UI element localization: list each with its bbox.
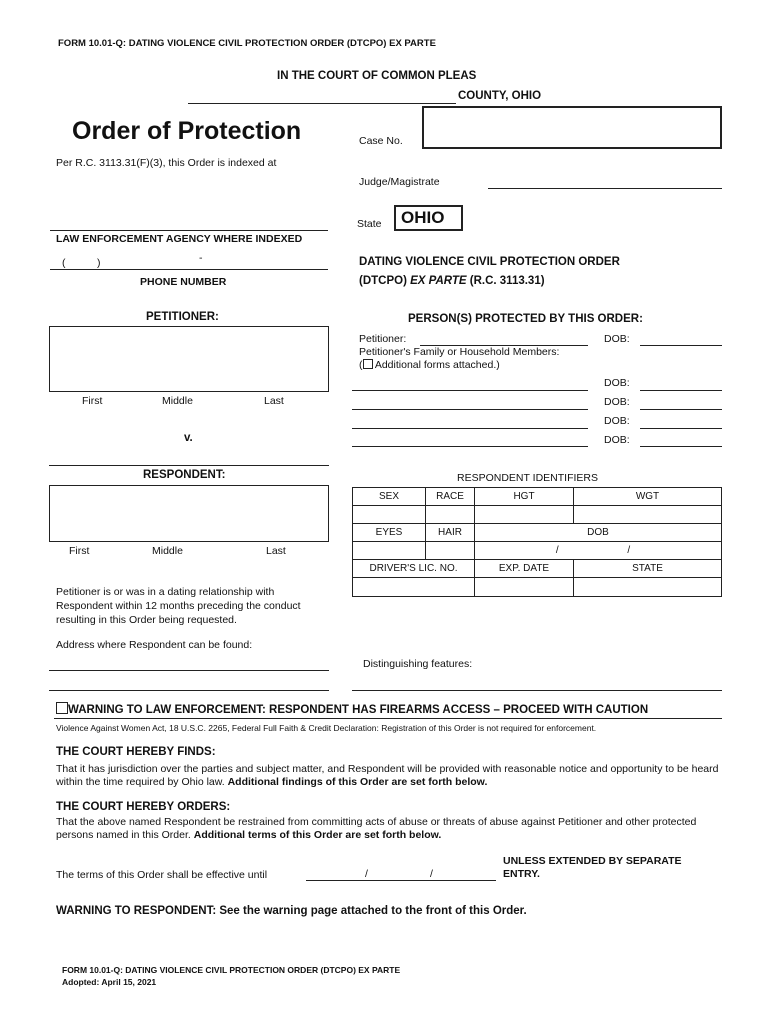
petitioner-first-label: First [82,395,103,407]
state-value: OHIO [401,208,445,227]
phone-dash: - [199,252,203,264]
effective-slash-1: / [365,868,368,880]
state-label: State [357,218,382,230]
judge-field[interactable] [488,188,722,189]
phone-paren-open: ( [62,257,66,269]
finds-bold: Additional findings of this Order are set forth below. [227,776,488,788]
page-title: Order of Protection [72,117,302,145]
member2-dob-field[interactable] [640,409,722,410]
warning-underline [54,718,722,719]
member4-dob-field[interactable] [640,446,722,447]
id-exp-field[interactable] [475,578,574,597]
firearms-warning-checkbox[interactable] [56,702,68,714]
case-number-field[interactable] [422,106,722,149]
respondent-first-label: First [69,545,90,557]
member1-dob-label: DOB: [604,377,630,389]
additional-paren: ( [359,359,363,371]
case-label: Case No. [359,135,403,147]
index-note: Per R.C. 3113.31(F)(3), this Order is indexed at [56,157,277,169]
county-field[interactable] [188,103,456,104]
id-exp-label: EXP. DATE [475,560,574,578]
id-license-label: DRIVER'S LIC. NO. [353,560,475,578]
address-field-2[interactable] [49,690,329,691]
id-hair-label: HAIR [426,524,475,542]
id-state-label: STATE [574,560,722,578]
finds-paragraph [56,763,726,789]
firearms-warning [56,702,648,716]
effective-slash-2: / [430,868,433,880]
orders-paragraph [56,816,726,842]
orders-bold: Additional terms of this Order are set forth below. [193,829,442,841]
member1-dob-field[interactable] [640,390,722,391]
id-dob-field[interactable] [475,542,722,560]
order-title-line2 [359,275,545,287]
finds-heading: THE COURT HEREBY FINDS: [56,746,216,758]
order-title-line1: DATING VIOLENCE CIVIL PROTECTION ORDER [359,256,620,268]
additional-forms-checkbox[interactable] [363,359,373,369]
id-state-field[interactable] [574,578,722,597]
effective-date-field[interactable] [306,880,496,881]
distinguishing-label: Distinguishing features: [363,658,473,670]
form-title: FORM 10.01-Q: DATING VIOLENCE CIVIL PROTECTION ORDER (DTCPO) EX PARTE [58,38,436,49]
firearms-warning-text: WARNING TO LAW ENFORCEMENT: RESPONDENT HAS FIREARMS ACCESS – PROCEED WITH CAUTION [68,704,649,716]
judge-label: Judge/Magistrate [359,176,440,188]
additional-forms-label: Additional forms attached.) [372,359,500,371]
effective-label: The terms of this Order shall be effective until [56,869,268,881]
respondent-heading: RESPONDENT: [143,469,226,481]
id-dob-label: DOB [475,524,722,542]
id-dob-slash-1: / [555,545,559,556]
member1-field[interactable] [352,390,588,391]
petitioner-middle-label: Middle [162,395,193,407]
id-wgt-field[interactable] [574,506,722,524]
protected-petitioner-dob-field[interactable] [640,345,722,346]
protected-heading: PERSON(S) PROTECTED BY THIS ORDER: [408,313,643,325]
respondent-last-label: Last [266,545,286,557]
family-label: Petitioner's Family or Household Members: [359,346,560,358]
id-sex-label: SEX [353,488,426,506]
id-hair-field[interactable] [426,542,475,560]
identifiers-heading: RESPONDENT IDENTIFIERS [457,472,598,484]
orders-heading: THE COURT HEREBY ORDERS: [56,801,231,813]
id-race-label: RACE [426,488,475,506]
identifiers-table [352,487,722,597]
agency-field[interactable] [50,230,328,231]
phone-paren-close: ) [97,257,101,269]
id-license-field[interactable] [353,578,475,597]
court-heading: IN THE COURT OF COMMON PLEAS [277,70,477,82]
id-wgt-label: WGT [574,488,722,506]
phone-label: PHONE NUMBER [140,276,227,288]
member2-field[interactable] [352,409,588,410]
address-label: Address where Respondent can be found: [56,639,253,651]
id-hgt-label: HGT [475,488,574,506]
finds-text: That it has jurisdiction over the parties and subject matter, and Respondent will be provided with reasonable notice and opportunity to be heard within the time required by Ohio law. [56,763,719,788]
member4-dob-label: DOB: [604,434,630,446]
orders-text: That the above named Respondent be restrained from committing acts of abuse or threats of abuse against Petitioner and other protected persons named in this Order. [56,816,697,841]
member3-dob-label: DOB: [604,415,630,427]
member2-dob-label: DOB: [604,396,630,408]
relationship-text: Petitioner is or was in a dating relationship with Respondent within 12 months preceding the conduct resulting in this Order being requested. [56,586,301,626]
address-field-1[interactable] [49,670,329,671]
respondent-middle-label: Middle [152,545,183,557]
respondent-warning: WARNING TO RESPONDENT: See the warning page attached to the front of this Order. [56,905,527,917]
id-eyes-field[interactable] [353,542,426,560]
versus-label: v. [184,432,193,444]
footer-form-title: FORM 10.01-Q: DATING VIOLENCE CIVIL PROTECTION ORDER (DTCPO) EX PARTE [62,965,401,975]
member3-dob-field[interactable] [640,428,722,429]
id-dob-slash-2: / [627,545,631,556]
member4-field[interactable] [352,446,588,447]
petitioner-last-label: Last [264,395,284,407]
id-race-field[interactable] [426,506,475,524]
agency-label: LAW ENFORCEMENT AGENCY WHERE INDEXED [56,233,303,245]
additional-forms [359,359,500,371]
distinguishing-field[interactable] [352,690,722,691]
id-hgt-field[interactable] [475,506,574,524]
unless-extended: UNLESS EXTENDED BY SEPARATE ENTRY. [503,855,682,880]
respondent-divider [49,465,329,466]
phone-field[interactable] [50,269,328,270]
petitioner-name-box[interactable] [49,326,329,392]
member3-field[interactable] [352,428,588,429]
respondent-name-box[interactable] [49,485,329,542]
id-eyes-label: EYES [353,524,426,542]
order-title-dtcpo: (DTCPO) [359,275,411,287]
footer-adopted: Adopted: April 15, 2021 [62,977,157,987]
vawa-text: Violence Against Women Act, 18 U.S.C. 2265, Federal Full Faith & Credit Declaration: Registration of this Order is not required for enforcement. [56,723,597,733]
state-box [394,205,463,231]
id-sex-field[interactable] [353,506,426,524]
protected-petitioner-dob-label: DOB: [604,333,630,345]
county-label: COUNTY, OHIO [458,90,542,102]
protected-petitioner-label: Petitioner: [359,333,407,345]
order-title-ex-parte: EX PARTE [410,275,467,287]
order-title-statute: (R.C. 3113.31) [466,275,545,287]
petitioner-heading: PETITIONER: [146,311,219,323]
